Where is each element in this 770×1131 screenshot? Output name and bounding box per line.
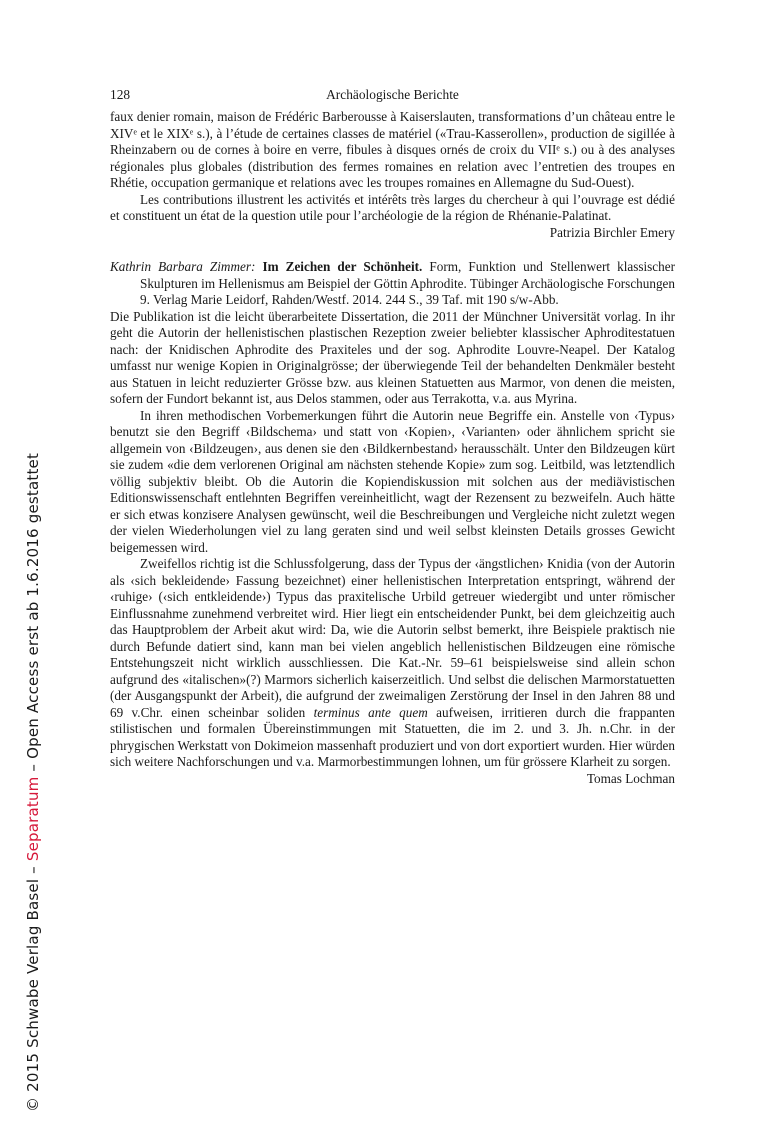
review2-author: Kathrin Barbara Zimmer: (110, 259, 256, 274)
review2-bibliography (110, 259, 675, 309)
separatum-label: Separatum (24, 776, 42, 862)
copyright-suffix: – Open Access erst ab 1.6.2016 gestattet (24, 452, 42, 777)
review2-reviewer: Tomas Lochman (586, 770, 675, 786)
review-1 (110, 109, 675, 241)
review2-paragraph-2: In ihren methodischen Vorbemerkungen führt die Autorin neue Begriffe ein. Anstelle von ‹Typus› benutzt sie den Begriff ‹Bildschema› und statt von ‹Kopien›, ‹Varianten› oder ähnlichem spricht sie allgemein von ‹Bildzeugen›, aus denen sie den ‹Bildkernbestand› herausschält. Unter den Bildzeugen kürt sie zudem «die dem verlorenen Original am nächsten stehende Kopie» zum sog. Leitbild, was letztendlich völlig subjektiv bleibt. Ob die Autorin die Kopiendiskussion mit solchen aus der mediävistischen Editionswissenschaft entlehnten Begriffen vereinheitlicht, wagt der Rezensent zu bezweifeln. Auch hätte er sich etwas konzisere Analysen gewünscht, weil die Beschreibungen und Vergleiche nicht zuletzt wegen der vielen Wiederholungen viel zu lang geraten sind und weil selbst kleinsten Details grosses Gewicht beigemessen wird. (110, 407, 675, 555)
review2-book-title: Im Zeichen der Schönheit. (262, 259, 423, 274)
review1-paragraph-2-text: Les contributions illustrent les activités et intérêts très larges du chercheur à qui l’ouvrage est dédié et constituent un état de la question utile pour l’archéologie de la région de Rhénanie-Palatinat. (110, 191, 675, 223)
page-header (110, 86, 675, 103)
running-title: Archäologische Berichte (326, 87, 459, 102)
review-2 (110, 259, 675, 787)
review2-paragraph-1: Die Publikation ist die leicht überarbeitete Dissertation, die 2011 der Münchner Universität vorlag. In ihr geht die Autorin der hellenistischen plastischen Rezeption zweier beliebter klassischer Aphroditestatuen nach: der Knidischen Aphrodite des Praxiteles und der sog. Aphrodite Louvre-Neapel. Der Katalog umfasst nur wenige Kopien in Originalgrösse; der überwiegende Teil der behandelten Denkmäler besteht aus Statuen in leicht reduzierter Grösse bzw. aus kleinen Statuetten aus Marmor, von denen die meisten, sofern der Fundort bekannt ist, aus Delos stammen, oder aus Terrakotta, v.a. aus Myrina. (110, 308, 675, 406)
page-content (110, 86, 675, 787)
copyright-sidebar (24, 453, 42, 1112)
review1-reviewer: Patrizia Birchler Emery (549, 224, 675, 240)
review2-bibliographic-details: Form, Funktion und Stellenwert klassischer Skulpturen im Hellenismus am Beispiel der Göttin Aphrodite. Tübinger Archäologische Forschungen 9. Verlag Marie Leidorf, Rahden/Westf. 2014. 244 S., 39 Taf. mit 190 s/w-Abb. (140, 259, 675, 307)
review1-paragraph-2 (110, 192, 675, 242)
review2-terminus-ante-quem: terminus ante quem (313, 704, 428, 720)
review1-paragraph-1: faux denier romain, maison de Frédéric Barberousse à Kaiserslauten, transformations d’un château entre le XIVᵉ et le XIXᵉ s.), à l’étude de certaines classes de matériel («Trau-Kasserollen», production de sigillée à Rheinzabern ou de cornes à boire en verre, fibules à disques ornés de croix du VIIᵉ s.) ou à des analyses régionales plus globales (distribution des fermes romaines en relation avec l’entretien des troupes en Rhétie, occupation germanique et relations avec les troupes romaines en Allemagne du Sud-Ouest). (110, 109, 675, 190)
review2-paragraph-3-part-1: Zweifellos richtig ist die Schlussfolgerung, dass der Typus der ‹ängstlichen› Knidia (von der Autorin als ‹sich bekleidende› Fassung bezeichnet) einer hellenistischen Interpretation entspringt, während der ‹ruhige› (‹sich entkleidende›) Typus das praxitelische Urbild getreuer wiedergibt und unter römischer Einflussnahme zunehmend verbreitet wird. Hier liegt ein entscheidender Punkt, bei dem gleichzeitig auch das Hauptproblem der Arbeit akut wird: Da, wie die Autorin selbst bemerkt, ihre Beispiele praktisch nie durch Befunde datiert sind, kann man bei vielen angeblich hellenistischen Bildzeugen eine römische Entstehungszeit nicht wirklich ausschliessen. Die Kat.-Nr. 59–61 beispielsweise sind allein schon aufgrund des «italischen»(?) Marmors sicherlich kaiserzeitlich. Und selbst die delischen Marmorstatuetten (der Ausgangspunkt der Arbeit), die aufgrund der zweimaligen Zerstörung der Insel in den Jahren 88 und 69 v.Chr. einen scheinbar soliden (110, 556, 675, 720)
review2-paragraph-3-part-2: aufweisen, irritieren durch die frappanten stilistischen und formalen Übereinstimmungen mit Statuetten, die im 2. und 3. Jh. n.Chr. in der phrygischen Werkstatt von Dokimeion massenhaft produziert und von dort exportiert wurden. Hier würden sich weitere Nachforschungen und v.a. Marmorbestimmungen lohnen, um für grössere Klarheit zu sorgen. (110, 704, 676, 769)
page-number: 128 (110, 87, 131, 102)
review2-paragraph-3 (110, 556, 675, 787)
copyright-prefix: © 2015 Schwabe Verlag Basel – (24, 861, 42, 1112)
section-gap (110, 241, 675, 259)
